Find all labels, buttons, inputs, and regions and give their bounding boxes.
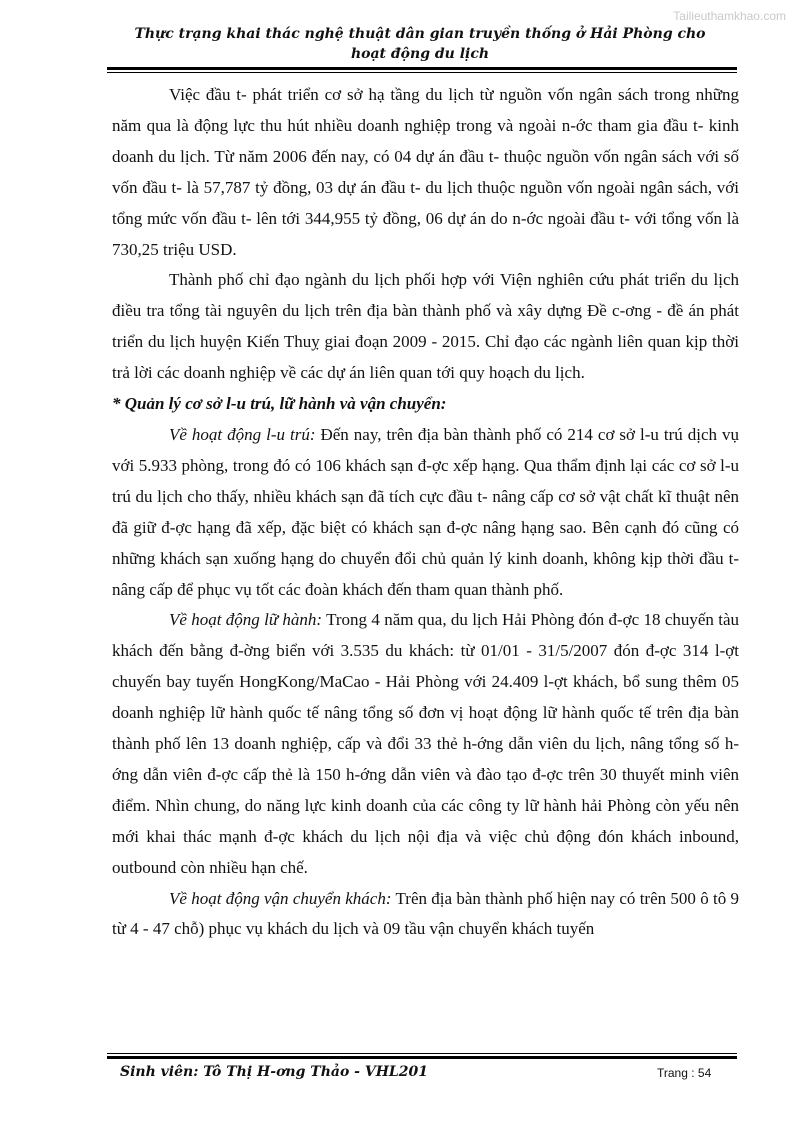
paragraph-travel-lead: Về hoạt động lữ hành: bbox=[169, 610, 323, 630]
paragraph-accommodation-text: Đến nay, trên địa bàn thành phố có 214 cơ sở l-u trú dịch vụ với 5.933 phòng, trong đó có 106 khách sạn đ-ợc xếp hạng. Qua thẩm định lại các cơ sở l-u trú du lịch cho thấy, nhiều khách sạn đã tích cực đầu t- nâng cấp cơ sở vật chất kĩ thuật nên đã giữ đ-ợc hạng đã xếp, đặc biệt có khách sạn đ-ợc nâng hạng sao. Bên cạnh đó cũng có những khách sạn xuống hạng do chuyển đổi chủ quản lý kinh doanh, không kịp thời đầu t- nâng cấp để phục vụ tốt các đoàn khách đến tham quan thành phố. bbox=[112, 424, 739, 599]
page-header bbox=[110, 24, 730, 64]
paragraph-accommodation-lead: Về hoạt động l-u trú: bbox=[169, 424, 316, 444]
footer-rule bbox=[107, 1053, 737, 1059]
paragraph-travel-text: Trong 4 năm qua, du lịch Hải Phòng đón đ-ợc 18 chuyến tàu khách đến bằng đ-ờng biển với 3.535 du khách: từ 01/01 - 31/5/2007 đón đ-ợc 314 l-ợt chuyến bay tuyến HongKong/MaCao - Hải Phòng với 24.409 l-ợt khách, bổ sung thêm 05 doanh nghiệp lữ hành quốc tế nâng tổng số đơn vị hoạt động lữ hành quốc tế trên địa bàn thành phố lên 13 doanh nghiệp, cấp và đổi 33 thẻ h-ớng dẫn viên du lịch, nâng tổng số h-ớng dẫn viên đ-ợc cấp thẻ là 150 h-ớng dẫn viên và đào tạo đ-ợc trên 30 thuyết minh viên điểm. Nhìn chung, do năng lực kinh doanh của các công ty lữ hành hải Phòng còn yếu nên mới khai thác mạnh đ-ợc khách du lịch nội địa và việc chủ động đón khách inbound, outbound còn nhiều hạn chế. bbox=[112, 610, 739, 877]
paragraph-planning: Thành phố chỉ đạo ngành du lịch phối hợp với Viện nghiên cứu phát triển du lịch điều tra tổng tài nguyên du lịch trên địa bàn thành phố và xây dựng Đề c-ơng - đề án phát triển du lịch huyện Kiến Thuỵ giai đoạn 2009 - 2015. Chỉ đạo các ngành liên quan kịp thời trả lời các doanh nghiệp về các dự án liên quan tới quy hoạch du lịch. bbox=[112, 270, 739, 383]
paragraph-transport-lead: Về hoạt động vận chuyển khách: bbox=[169, 888, 392, 908]
paragraph-accommodation bbox=[112, 420, 739, 605]
watermark: Tailieuthamkhao.com bbox=[673, 9, 786, 23]
footer-student-name: Sinh viên: Tô Thị H-ơng Thảo - VHL201 bbox=[120, 1064, 428, 1080]
paragraph-travel bbox=[112, 605, 739, 883]
paragraph-transport-text: Trên địa bàn thành phố hiện nay có trên 500 ô tô 9 từ 4 - 47 chỗ) phục vụ khách du lịch và 09 tầu vận chuyển khách tuyến bbox=[112, 888, 739, 939]
paragraph-transport bbox=[112, 884, 739, 946]
page-body bbox=[112, 80, 739, 945]
header-rule bbox=[107, 67, 737, 73]
header-title-line-1: Thực trạng khai thác nghệ thuật dân gian truyền thống ở Hải Phòng cho bbox=[134, 26, 706, 42]
page-number: Trang : 54 bbox=[657, 1066, 712, 1080]
section-heading: * Quản lý cơ sở l-u trú, lữ hành và vận chuyển: bbox=[112, 394, 447, 414]
header-title-line-2: hoạt động du lịch bbox=[350, 46, 490, 62]
paragraph-infrastructure: Việc đầu t- phát triển cơ sở hạ tầng du lịch từ nguồn vốn ngân sách trong những năm qua là động lực thu hút nhiều doanh nghiệp trong và ngoài n-ớc tham gia đầu t- kinh doanh du lịch. Từ năm 2006 đến nay, có 04 dự án đầu t- thuộc nguồn vốn ngân sách với số vốn đầu t- là 57,787 tỷ đồng, 03 dự án đầu t- du lịch thuộc nguồn vốn ngoài ngân sách, với tổng mức vốn đầu t- lên tới 344,955 tỷ đồng, 06 dự án do n-ớc ngoài đầu t- với tổng vốn là 730,25 triệu USD. bbox=[112, 85, 739, 259]
